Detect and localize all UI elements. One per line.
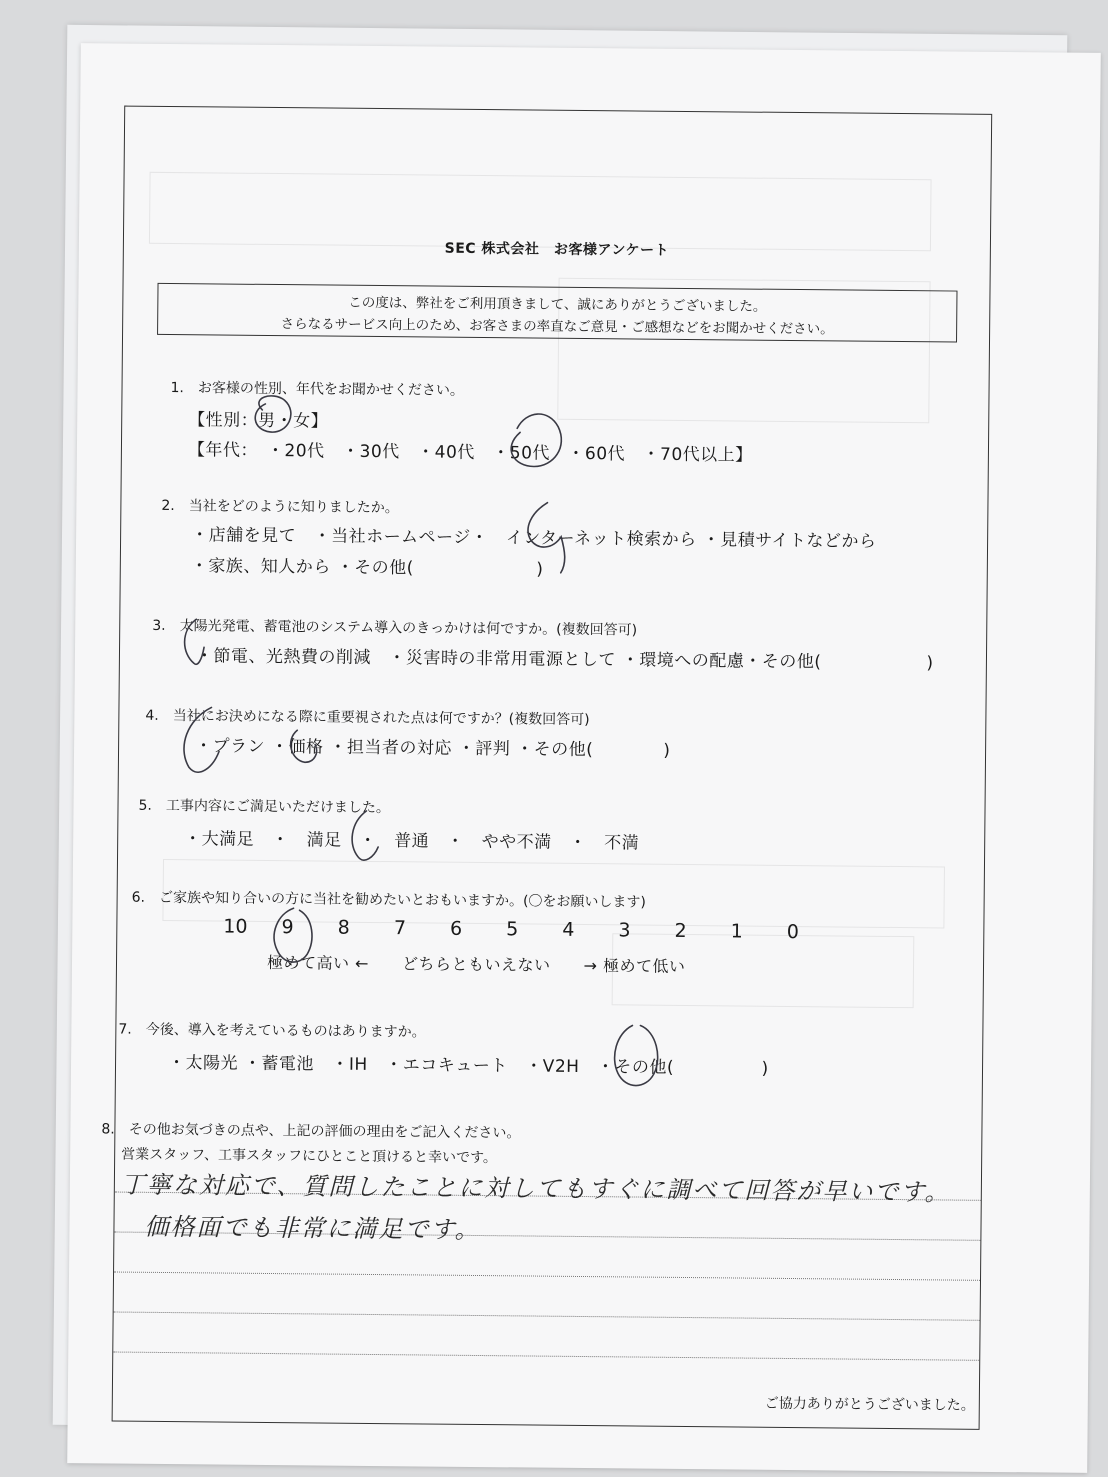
intro-text: この度は、弊社をご利用頂きまして、誠にありがとうございました。	[348, 294, 767, 315]
question-4: 4. 当社にお決めになる際に重要視された点は何ですか？(複数回答可)	[145, 707, 590, 729]
survey-sheet	[67, 43, 1101, 1473]
intro-box	[157, 283, 957, 343]
question-7: 7. 今後、導入を考えているものはありますか。	[118, 1021, 426, 1041]
q1-age-options: 【年代： ・20代 ・30代 ・40代 ・50代 ・60代 ・70代以上】	[187, 440, 753, 466]
survey-title: SEC 株式会社 お客様アンケート	[444, 240, 670, 259]
question-5: 5. 工事内容にご満足いただけました。	[138, 797, 390, 817]
score-3: 3	[618, 919, 631, 942]
q8-subtext: 営業スタッフ、工事スタッフにひとこと頂けると幸いです。	[121, 1146, 497, 1167]
question-1: 1. お客様の性別、年代をお聞かせください。	[170, 380, 464, 399]
closing-thanks: ご協力ありがとうございました。	[764, 1395, 975, 1414]
survey-frame	[101, 106, 993, 1430]
score-1: 1	[730, 920, 743, 943]
q6-scale-labels: 極めて高い ← どちらともいえない → 極めて低い	[266, 952, 686, 976]
answer-line	[113, 1352, 979, 1361]
score-10: 10	[223, 915, 248, 938]
answer-line	[114, 1272, 980, 1281]
score-0: 0	[786, 920, 800, 944]
score-2: 2	[674, 919, 687, 942]
q3-options: ・節電、光熱費の削減 ・災害時の非常用電源として ・環境への配慮・その他( )	[195, 646, 934, 674]
intro-text: さらなるサービス向上のため、お客さまの率直なご意見・ご感想などをお聞かせください。	[280, 316, 834, 338]
q7-options: ・太陽光 ・蓄電池 ・IH ・エコキュート ・V2H ・その他( )	[167, 1053, 769, 1079]
q4-options: ・プラン ・価格 ・担当者の対応 ・評判 ・その他( )	[194, 736, 671, 761]
answer-line	[114, 1312, 980, 1321]
score-6: 6	[449, 917, 463, 940]
q6-score-scale	[223, 916, 799, 944]
question-2: 2. 当社をどのように知りましたか。	[161, 497, 399, 517]
score-9: 9	[281, 916, 294, 939]
handwritten-answer-line1: 丁寧な対応で、質問したことに対してもすぐに調べて回答が早いです。	[120, 1170, 951, 1207]
handwritten-answer-line2: 価格面でも非常に満足です。	[144, 1212, 481, 1245]
score-4: 4	[562, 918, 575, 941]
question-3: 3. 太陽光発電、蓄電池のシステム導入のきっかけは何ですか。(複数回答可)	[152, 617, 638, 639]
q2-options-line1: ・店舗を見て ・当社ホームページ・ インターネット検索から ・見積サイトなどから	[191, 525, 877, 552]
question-8: 8. その他お気づきの点や、上記の評価の理由をご記入ください。	[101, 1121, 521, 1142]
score-7: 7	[393, 917, 407, 940]
q1-gender-options: 【性別：男・女】	[188, 410, 329, 432]
q2-options-line2: ・家族、知人から ・その他( )	[190, 556, 544, 580]
score-5: 5	[506, 918, 519, 941]
q5-options: ・大満足 ・ 満足 ・ 普通 ・ やや不満 ・ 不満	[184, 829, 640, 854]
question-6: 6. ご家族や知り合いの方に当社を勧めたいとおもいますか。(〇をお願いします)	[131, 889, 646, 911]
score-8: 8	[337, 916, 350, 939]
